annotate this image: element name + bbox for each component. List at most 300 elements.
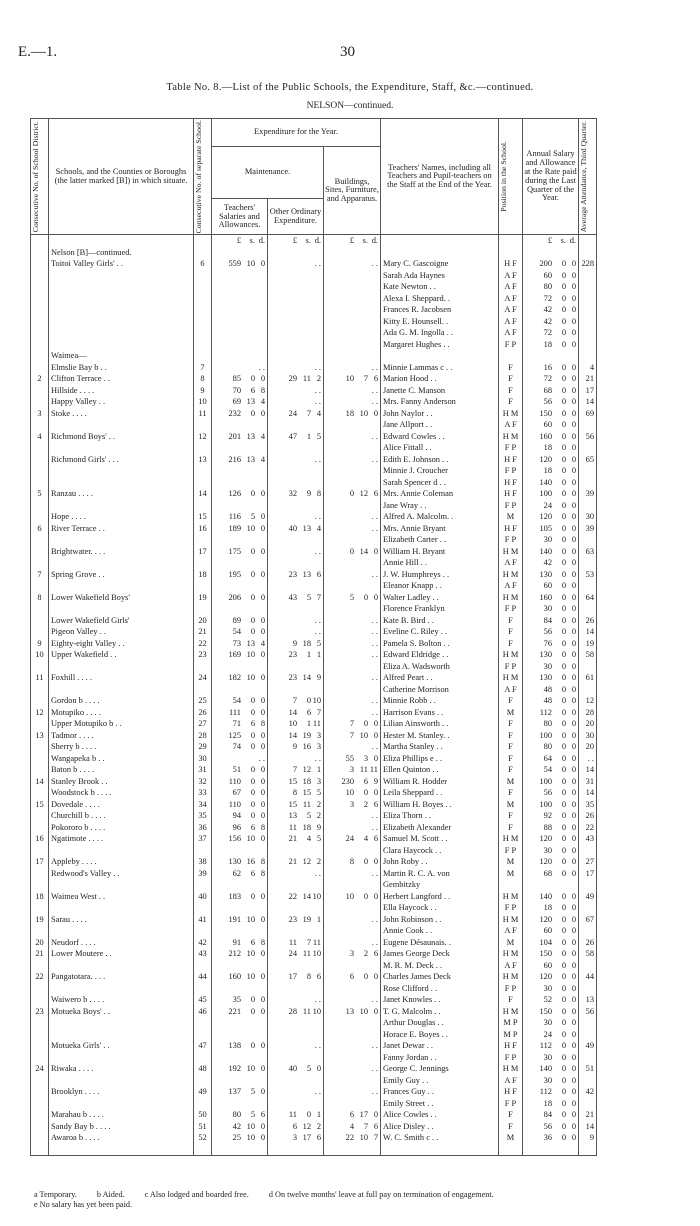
salaries-cell-shillings: 6 <box>250 937 255 947</box>
buildings-cell-pounds: 230 <box>341 776 354 786</box>
annual-salary-cell-pence: 0 <box>571 477 576 487</box>
other-cell-shillings: 16 <box>302 742 311 752</box>
annual-salary-cell-pence: 0 <box>571 1087 576 1097</box>
buildings-cell-pounds <box>332 569 354 581</box>
buildings-cell-shillings <box>354 868 368 880</box>
position: F <box>499 373 523 385</box>
table-row <box>31 603 597 615</box>
school-no: 28 <box>194 730 212 742</box>
position: F <box>499 810 523 822</box>
other-cell-pence: 11 <box>312 719 321 729</box>
col-other: Other Ordinary Expenditure. <box>268 199 324 235</box>
annual-salary-cell-shillings: 0 <box>561 857 566 867</box>
salaries-cell-pounds: 137 <box>228 1087 241 1097</box>
other-cell-pounds <box>275 396 297 408</box>
other-cell-pounds: 11 <box>288 937 297 947</box>
salaries-cell-pence: 0 <box>260 569 265 579</box>
attendance <box>579 293 597 305</box>
school-name: Waiwero b . . . . <box>49 994 194 1006</box>
other-cell-pence: 2 <box>316 374 321 384</box>
position: H M <box>499 971 523 983</box>
school-no: 22 <box>194 638 212 650</box>
position: F <box>499 718 523 730</box>
other-cell <box>268 672 324 684</box>
annual-salary-cell-pence: 0 <box>571 972 576 982</box>
annual-salary-cell-pounds: 30 <box>543 604 552 614</box>
district-no <box>31 695 49 707</box>
annual-salary-cell-pounds: 120 <box>539 834 552 844</box>
buildings-cell <box>324 511 381 523</box>
unit-label: d. <box>258 236 265 246</box>
other-cell-shillings: 5 <box>306 592 311 602</box>
salaries-cell-pence: 0 <box>260 592 265 602</box>
salaries-cell-pence: 4 <box>260 397 265 407</box>
annual-salary-cell-shillings: 0 <box>561 788 566 798</box>
other-cell-pence: 3 <box>316 776 321 786</box>
annual-salary-cell <box>523 247 579 259</box>
annual-salary-cell-pounds: 68 <box>543 868 552 878</box>
attendance: 17 <box>579 868 597 880</box>
school-no <box>194 293 212 305</box>
annual-salary-cell-pence: 0 <box>571 1064 576 1074</box>
other-cell <box>268 569 324 581</box>
annual-salary-cell-shillings: 0 <box>561 615 566 625</box>
buildings-cell-pounds: 10 <box>345 788 354 798</box>
attendance <box>579 534 597 546</box>
school-no: 51 <box>194 1121 212 1133</box>
position: F P <box>499 603 523 615</box>
salaries-cell-pounds: 73 <box>232 638 241 648</box>
teacher-name: Eliza A. Wadsworth <box>381 661 499 673</box>
table-row <box>31 1075 597 1087</box>
salaries-cell <box>212 753 268 765</box>
other-cell-pence: 4 <box>316 523 321 533</box>
salaries-cell <box>212 431 268 443</box>
annual-salary-cell-pounds: 120 <box>539 972 552 982</box>
annual-salary-cell-pence: 0 <box>571 374 576 384</box>
annual-salary-cell <box>523 557 579 569</box>
buildings-cell-pence: 7 <box>373 1133 378 1143</box>
salaries-cell-pence: 8 <box>260 868 265 878</box>
salaries-cell-shillings: 10 <box>246 259 255 269</box>
other-cell <box>268 983 324 995</box>
district-no <box>31 557 49 569</box>
salaries-cell-shillings: 13 <box>246 431 255 441</box>
annual-salary-cell-pence: 0 <box>571 684 576 694</box>
other-cell-pence: 2 <box>316 1121 321 1131</box>
attendance <box>579 1075 597 1087</box>
other-cell-pence: . . <box>314 753 321 763</box>
district-no <box>31 764 49 776</box>
attendance: 13 <box>579 994 597 1006</box>
teacher-name: M. R. M. Deck . . <box>381 960 499 972</box>
buildings-cell-shillings: 12 <box>359 489 368 499</box>
salaries-cell-pence: 0 <box>260 730 265 740</box>
annual-salary-cell <box>523 1029 579 1041</box>
school-no: 20 <box>194 615 212 627</box>
annual-salary-cell-shillings: 0 <box>561 949 566 959</box>
district-no <box>31 385 49 397</box>
school-name <box>49 1075 194 1087</box>
buildings-cell-shillings <box>354 1086 368 1098</box>
other-cell-pounds: 40 <box>288 1064 297 1074</box>
annual-salary-cell <box>523 327 579 339</box>
district-no: 8 <box>31 592 49 604</box>
annual-salary-cell <box>523 511 579 523</box>
annual-salary-cell-shillings: 0 <box>561 1110 566 1120</box>
buildings-cell-shillings <box>354 258 368 270</box>
other-cell-shillings <box>297 868 311 880</box>
salaries-cell-pence: 0 <box>260 259 265 269</box>
salaries-cell-pence: 0 <box>260 523 265 533</box>
annual-salary-cell-pounds: 18 <box>543 466 552 476</box>
other-cell-shillings: 5 <box>306 1064 311 1074</box>
buildings-cell <box>324 557 381 569</box>
annual-salary-cell-pence: 0 <box>571 420 576 430</box>
salaries-cell-shillings: 0 <box>250 891 255 901</box>
salaries-cell-shillings: 6 <box>250 385 255 395</box>
school-name: Appleby . . . . <box>49 856 194 868</box>
position: A F <box>499 304 523 316</box>
teacher-name: Eliza Phillips e . . <box>381 753 499 765</box>
annual-salary-cell-shillings: 0 <box>561 868 566 878</box>
table-row <box>31 626 597 638</box>
annual-salary-cell <box>523 603 579 615</box>
annual-salary-cell-pence: 0 <box>571 799 576 809</box>
buildings-cell <box>324 684 381 696</box>
other-cell <box>268 661 324 673</box>
other-cell-pounds: 3 <box>292 1133 297 1143</box>
salaries-cell-pence: 0 <box>260 834 265 844</box>
district-no <box>31 753 49 765</box>
position: F P <box>499 500 523 512</box>
annual-salary-cell-pounds: 100 <box>539 776 552 786</box>
annual-salary-cell-pounds: 42 <box>543 558 552 568</box>
page-number: 30 <box>340 44 355 60</box>
school-no <box>194 845 212 857</box>
other-cell-pence: . . <box>314 1087 321 1097</box>
buildings-cell <box>324 465 381 477</box>
teacher-name: Kitty E. Hounsell. . <box>381 316 499 328</box>
other-cell-pence: . . <box>314 627 321 637</box>
salaries-cell-shillings: 0 <box>250 799 255 809</box>
annual-salary-cell <box>523 971 579 983</box>
buildings-cell <box>324 638 381 650</box>
buildings-cell <box>324 316 381 328</box>
table-row <box>31 868 597 880</box>
other-cell-pounds: 24 <box>288 408 297 418</box>
other-cell <box>268 419 324 431</box>
teacher-name: Horace E. Boyes . . <box>381 1029 499 1041</box>
table-row <box>31 615 597 627</box>
annual-salary-cell <box>523 592 579 604</box>
position: F <box>499 994 523 1006</box>
salaries-cell-pence: 0 <box>260 914 265 924</box>
attendance: 69 <box>579 408 597 420</box>
salaries-cell <box>212 270 268 282</box>
school-no <box>194 925 212 937</box>
salaries-cell <box>212 960 268 972</box>
salaries-cell <box>212 695 268 707</box>
salaries-cell-shillings: 5 <box>250 1110 255 1120</box>
buildings-cell-pence: . . <box>371 569 378 579</box>
annual-salary-cell-shillings: 0 <box>561 270 566 280</box>
annual-salary-cell <box>523 879 579 891</box>
salaries-cell-pence: 0 <box>260 512 265 522</box>
school-no: 45 <box>194 994 212 1006</box>
other-cell-pence: 1 <box>316 1110 321 1120</box>
annual-salary-cell-pence: 0 <box>571 903 576 913</box>
buildings-cell-shillings: 6 <box>363 776 368 786</box>
other-cell-shillings: 0 <box>306 1110 311 1120</box>
other-cell-pounds: 10 <box>288 719 297 729</box>
buildings-cell-shillings <box>354 649 368 661</box>
other-cell-pence: . . <box>314 385 321 395</box>
attendance: 14 <box>579 787 597 799</box>
buildings-cell-pence: . . <box>371 868 378 878</box>
buildings-cell-shillings: 2 <box>363 799 368 809</box>
position <box>499 350 523 362</box>
table-end <box>31 1144 597 1156</box>
buildings-cell-pounds <box>332 810 354 822</box>
annual-salary-cell-pounds: 100 <box>539 730 552 740</box>
annual-salary-cell-pence: 0 <box>571 926 576 936</box>
other-cell-shillings: 4 <box>306 834 311 844</box>
table-row <box>31 1132 597 1144</box>
other-cell-pounds: 40 <box>288 523 297 533</box>
other-cell-pounds: 24 <box>288 949 297 959</box>
salaries-cell-shillings: 13 <box>246 638 255 648</box>
annual-salary-cell-pence: 0 <box>571 914 576 924</box>
buildings-cell-pounds <box>332 1040 354 1052</box>
salaries-cell <box>212 626 268 638</box>
buildings-cell <box>324 810 381 822</box>
school-no <box>194 580 212 592</box>
annual-salary-cell <box>523 1006 579 1018</box>
other-cell-pounds <box>275 1086 297 1098</box>
attendance: 42 <box>579 1086 597 1098</box>
col-teachers: Teachers' Names, including all Teachers and Pupil-teachers on the Staff at the End of the Year. <box>381 119 499 235</box>
table-row <box>31 925 597 937</box>
other-cell-shillings: 9 <box>306 489 311 499</box>
annual-salary-cell-pounds: 112 <box>539 707 552 717</box>
annual-salary-cell-shillings: 0 <box>561 719 566 729</box>
school-name: Brightwater. . . . <box>49 546 194 558</box>
salaries-cell-shillings: 10 <box>246 1133 255 1143</box>
annual-salary-cell-pounds: 140 <box>539 477 552 487</box>
salaries-cell <box>212 845 268 857</box>
annual-salary-cell-shillings: 0 <box>561 397 566 407</box>
other-cell <box>268 810 324 822</box>
annual-salary-cell-pence: 0 <box>571 1052 576 1062</box>
annual-salary-cell-pence: 0 <box>571 431 576 441</box>
district-no: 10 <box>31 649 49 661</box>
buildings-cell-pence: . . <box>371 995 378 1005</box>
buildings-cell-pence: . . <box>371 822 378 832</box>
buildings-cell-shillings: 7 <box>363 1121 368 1131</box>
annual-salary-cell-pounds: 72 <box>543 293 552 303</box>
teacher-name: Martin R. C. A. von <box>381 868 499 880</box>
salaries-cell-pounds: 42 <box>232 1121 241 1131</box>
teacher-name: Janette C. Manson <box>381 385 499 397</box>
buildings-cell-shillings <box>354 672 368 684</box>
annual-salary-cell <box>523 695 579 707</box>
annual-salary-cell-pounds: 120 <box>539 512 552 522</box>
other-cell <box>268 523 324 535</box>
school-no <box>194 465 212 477</box>
annual-salary-cell <box>523 833 579 845</box>
buildings-cell <box>324 373 381 385</box>
school-name <box>49 293 194 305</box>
position: A F <box>499 1075 523 1087</box>
annual-salary-cell <box>523 258 579 270</box>
buildings-cell-shillings <box>354 454 368 466</box>
other-cell-pounds: 9 <box>292 638 297 648</box>
school-name <box>49 1017 194 1029</box>
annual-salary-cell-shillings: 0 <box>561 420 566 430</box>
buildings-cell <box>324 1121 381 1133</box>
annual-salary-cell-pounds: 88 <box>543 822 552 832</box>
district-no <box>31 902 49 914</box>
annual-salary-cell-shillings: 0 <box>561 477 566 487</box>
district-no <box>31 1121 49 1133</box>
school-no: 47 <box>194 1040 212 1052</box>
school-no: 6 <box>194 258 212 270</box>
teacher-name: Marion Hood . . <box>381 373 499 385</box>
annual-salary-cell <box>523 1132 579 1144</box>
school-no: 18 <box>194 569 212 581</box>
teacher-name: Arthur Douglas . . <box>381 1017 499 1029</box>
annual-salary-cell-pence: 0 <box>571 765 576 775</box>
table-row <box>31 304 597 316</box>
buildings-cell-pence: 0 <box>373 891 378 901</box>
other-cell <box>268 327 324 339</box>
annual-salary-cell-pounds: 52 <box>543 995 552 1005</box>
position: F <box>499 1109 523 1121</box>
other-cell-pounds <box>275 994 297 1006</box>
buildings-cell-pounds: 6 <box>349 1110 354 1120</box>
other-cell-pence: 10 <box>312 696 321 706</box>
annual-salary-cell <box>523 764 579 776</box>
annual-salary-cell-shillings: 0 <box>561 765 566 775</box>
table-row <box>31 891 597 903</box>
other-cell <box>268 730 324 742</box>
position: M <box>499 937 523 949</box>
buildings-cell <box>324 592 381 604</box>
salaries-cell-pounds: 94 <box>232 811 241 821</box>
other-cell-pence: 6 <box>316 1133 321 1143</box>
buildings-cell-pence: . . <box>371 454 378 464</box>
buildings-cell-pounds: 5 <box>349 592 354 602</box>
annual-salary-cell <box>523 799 579 811</box>
school-no: 39 <box>194 868 212 880</box>
annual-salary-cell <box>523 523 579 535</box>
salaries-cell-pence: 8 <box>260 937 265 947</box>
district-no: 12 <box>31 707 49 719</box>
other-cell-pounds: 32 <box>288 489 297 499</box>
annual-salary-cell-pence: 0 <box>571 845 576 855</box>
district-no <box>31 603 49 615</box>
salaries-cell <box>212 661 268 673</box>
annual-salary-cell-shillings: 0 <box>561 845 566 855</box>
annual-salary-cell <box>523 948 579 960</box>
table-row <box>31 350 597 362</box>
annual-salary-cell-pounds: 60 <box>543 960 552 970</box>
position: H M <box>499 649 523 661</box>
salaries-cell <box>212 247 268 259</box>
end-cell <box>499 1144 523 1156</box>
buildings-cell-pounds <box>332 626 354 638</box>
salaries-cell-pounds: 183 <box>228 891 241 901</box>
salaries-cell-pence: 0 <box>260 374 265 384</box>
position: H M <box>499 1063 523 1075</box>
other-cell <box>268 845 324 857</box>
other-cell-shillings: 18 <box>302 776 311 786</box>
other-cell <box>268 316 324 328</box>
salaries-cell <box>212 465 268 477</box>
annual-salary-cell-pence: 0 <box>571 834 576 844</box>
buildings-cell-pounds <box>332 615 354 627</box>
buildings-cell <box>324 580 381 592</box>
annual-salary-cell <box>523 488 579 500</box>
salaries-cell-pounds: 126 <box>228 489 241 499</box>
table-row <box>31 753 597 765</box>
school-no: 19 <box>194 592 212 604</box>
school-no <box>194 684 212 696</box>
school-no: 27 <box>194 718 212 730</box>
other-cell-pounds: 28 <box>288 1006 297 1016</box>
other-cell <box>268 1052 324 1064</box>
annual-salary-cell-pence: 0 <box>571 719 576 729</box>
other-cell <box>268 488 324 500</box>
attendance: 26 <box>579 810 597 822</box>
position: A F <box>499 580 523 592</box>
buildings-cell <box>324 960 381 972</box>
teacher-name: Annie Hill . . <box>381 557 499 569</box>
annual-salary-cell-pounds: 104 <box>539 937 552 947</box>
school-no: 32 <box>194 776 212 788</box>
buildings-cell <box>324 937 381 949</box>
buildings-cell-shillings <box>354 994 368 1006</box>
buildings-cell-pence: 0 <box>373 408 378 418</box>
salaries-cell-shillings: 0 <box>250 811 255 821</box>
other-cell <box>268 1121 324 1133</box>
other-cell <box>268 626 324 638</box>
table-row <box>31 1063 597 1075</box>
other-cell-pence: 11 <box>312 937 321 947</box>
district-no <box>31 1040 49 1052</box>
salaries-cell-shillings: 10 <box>246 914 255 924</box>
annual-salary-cell <box>523 293 579 305</box>
table-row <box>31 971 597 983</box>
table-row <box>31 511 597 523</box>
annual-salary-cell <box>523 753 579 765</box>
annual-salary-cell <box>523 316 579 328</box>
buildings-cell <box>324 454 381 466</box>
buildings-cell-pence: . . <box>371 259 378 269</box>
table-row <box>31 373 597 385</box>
annual-salary-cell <box>523 626 579 638</box>
other-cell <box>268 373 324 385</box>
salaries-cell-pence: 0 <box>260 949 265 959</box>
salaries-cell <box>212 339 268 351</box>
table-row <box>31 661 597 673</box>
annual-salary-cell-shillings: 0 <box>561 638 566 648</box>
table-row <box>31 488 597 500</box>
salaries-cell-shillings: 0 <box>250 707 255 717</box>
unit-label: s. <box>362 236 368 246</box>
salaries-cell-pounds: 206 <box>228 592 241 602</box>
